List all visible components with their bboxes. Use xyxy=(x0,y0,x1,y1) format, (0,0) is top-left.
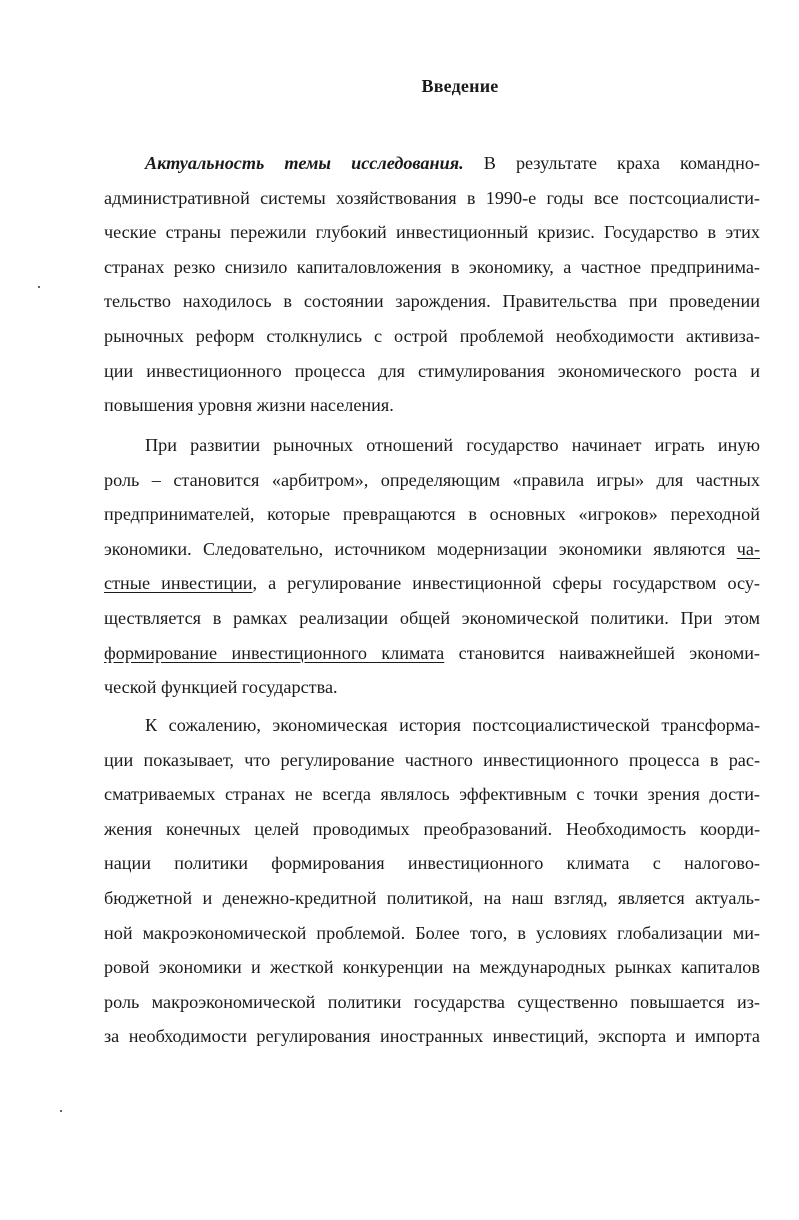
paragraph-line: ции показывает, что регулирование частного инвестиционного процесса в рас- xyxy=(104,749,760,770)
paragraph-relevance xyxy=(104,146,760,423)
paragraph-regret xyxy=(104,708,760,1054)
key-term: Актуальность темы исследования. xyxy=(145,153,464,173)
scan-speck xyxy=(38,286,40,288)
paragraph-line: стные инвестиции, а регулирование инвестиционной сферы государством осу- xyxy=(104,573,760,594)
underlined-term: формирование инвестиционного климата xyxy=(104,642,445,663)
section-heading: Введение xyxy=(421,76,499,96)
scan-speck xyxy=(60,1110,62,1112)
paragraph-line: роль макроэкономической политики государства существенно повышается из- xyxy=(104,991,760,1012)
paragraph-line: экономики. Следовательно, источником модернизации экономики являются ча- xyxy=(104,538,760,559)
paragraph-line: тельство находилось в состоянии зарождения. Правительства при проведении xyxy=(104,291,760,312)
paragraph-line: ческой функцией государства. xyxy=(104,677,338,698)
paragraph-line: ции инвестиционного процесса для стимулирования экономического роста и xyxy=(104,360,760,381)
paragraph-line: жения конечных целей проводимых преобразований. Необходимость коорди- xyxy=(104,818,760,839)
paragraph-line: предпринимателей, которые превращаются в основных «игроков» переходной xyxy=(104,504,760,525)
paragraph-line: административной системы хозяйствования в 1990-е годы все постсоциалисти- xyxy=(104,187,760,208)
paragraph-line: При развитии рыночных отношений государство начинает играть иную xyxy=(145,435,760,455)
paragraph-line: повышения уровня жизни населения. xyxy=(104,395,394,416)
paragraph-line: сматриваемых странах не всегда являлось эффективным с точки зрения дости- xyxy=(104,784,760,805)
paragraph-line: странах резко снизило капиталовложения в экономику, а частное предпринима- xyxy=(104,256,760,277)
paragraph-line: бюджетной и денежно-кредитной политикой, на наш взгляд, является актуаль- xyxy=(104,887,760,908)
paragraph-line: ществляется в рамках реализации общей экономической политики. При этом xyxy=(104,607,760,628)
underlined-term: стные инвестиции xyxy=(104,573,253,594)
paragraph-market-relations xyxy=(104,428,760,705)
paragraph-line: роль – становится «арбитром», определяющим «правила игры» для частных xyxy=(104,469,760,490)
paragraph-line: рыночных реформ столкнулись с острой проблемой необходимости активиза- xyxy=(104,325,760,346)
paragraph-line: нации политики формирования инвестиционного климата с налогово- xyxy=(104,853,760,874)
paragraph-line: формирование инвестиционного климата становится наиважнейшей экономи- xyxy=(104,642,760,663)
paragraph-line: ровой экономики и жесткой конкуренции на международных рынках капиталов xyxy=(104,957,760,978)
paragraph-line: Актуальность темы исследования. В результате краха командно- xyxy=(145,153,760,173)
underlined-term: ча- xyxy=(736,538,760,559)
paragraph-line: ной макроэкономической проблемой. Более того, в условиях глобализации ми- xyxy=(104,922,760,943)
paragraph-line: за необходимости регулирования иностранных инвестиций, экспорта и импорта xyxy=(104,1026,760,1047)
paragraph-line: ческие страны пережили глубокий инвестиционный кризис. Государство в этих xyxy=(104,222,760,243)
paragraph-line: К сожалению, экономическая история постсоциалистической трансформа- xyxy=(145,715,760,735)
